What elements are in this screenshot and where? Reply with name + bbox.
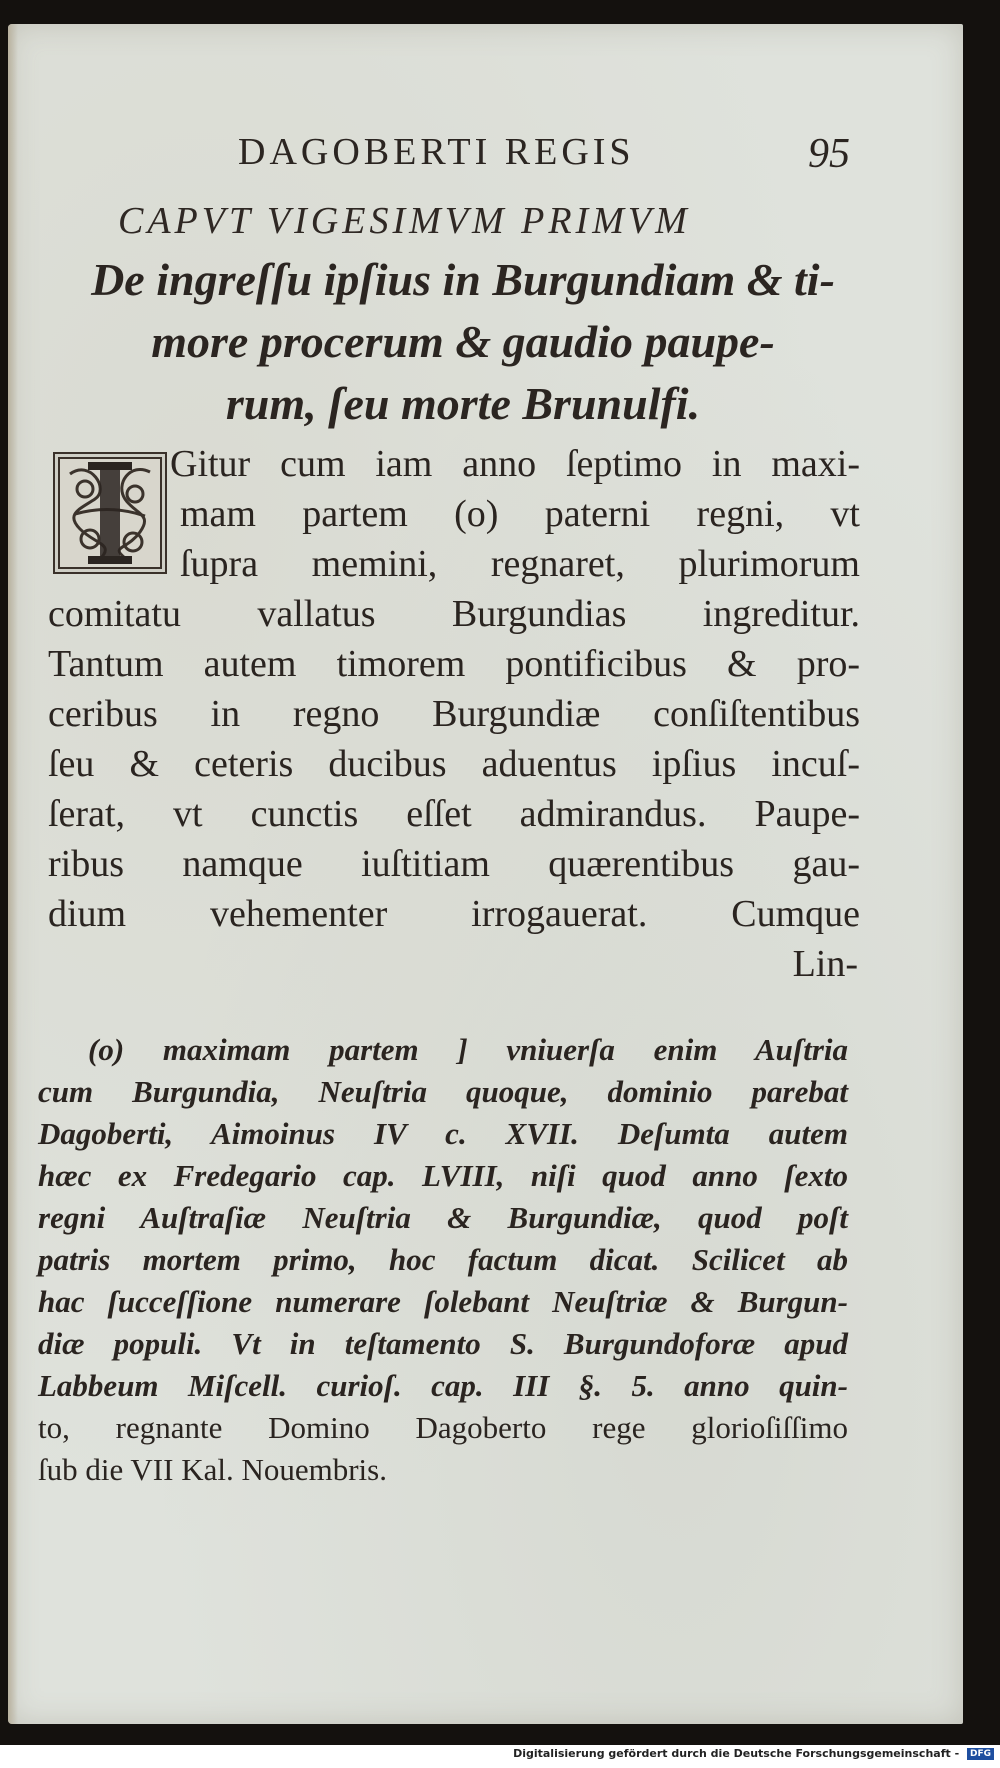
page-gutter [8, 24, 18, 1724]
chapter-subtitle-line: more procerum & gaudio paupe- [151, 316, 775, 367]
chapter-heading: CAPVT VIGESIMVM PRIMVM [118, 200, 691, 242]
footnote-line: patris mortem primo, hoc factum dicat. Scilicet ab [38, 1242, 848, 1277]
text-line: ſeu & ceteris ducibus aduentus ipſius incuſ- [48, 743, 860, 785]
dfg-logo: DFG [967, 1748, 994, 1760]
footnote-line: hæc ex Fredegario cap. LVIII, niſi quod anno ſexto [38, 1158, 848, 1193]
footnote-line: Labbeum Miſcell. curioſ. cap. III §. 5. anno quin- [38, 1368, 848, 1403]
book-page [8, 24, 963, 1724]
text-line: ribus namque iuſtitiam quærentibus gau- [48, 843, 860, 885]
page-number: 95 [808, 131, 850, 177]
chapter-subtitle-line: rum, ſeu morte Brunulfi. [225, 378, 701, 429]
text-line: dium vehementer irrogauerat. Cumque [48, 893, 860, 935]
text-line: Gitur cum iam anno ſeptimo in maxi- [170, 443, 860, 485]
chapter-subtitle [48, 249, 878, 435]
text-line: Tantum autem timorem pontificibus & pro- [48, 643, 860, 685]
text-line: mam partem (o) paterni regni, vt [180, 493, 860, 535]
text-line: ſerat, vt cunctis eſſet admirandus. Paupe- [48, 793, 860, 835]
footnote-line: diæ populi. Vt in teſtamento S. Burgundoforæ apud [38, 1326, 848, 1361]
chapter-subtitle-line: De ingreſſu ipſius in Burgundiam & ti- [91, 254, 835, 305]
credit-text: Digitalisierung gefördert durch die Deutsche Forschungsgemeinschaft - [513, 1747, 960, 1760]
text-line: ſupra memini, regnaret, plurimorum [180, 543, 860, 585]
digitization-credit [513, 1747, 994, 1760]
footnote-line: to, regnante Domino Dagoberto rege glorioſiſſimo [38, 1410, 848, 1445]
running-head [8, 112, 963, 177]
footnote-line: regni Auſtraſiæ Neuſtria & Burgundiæ, quod poſt [38, 1200, 848, 1235]
footnote-line: Dagoberti, Aimoinus IV c. XVII. Deſumta autem [38, 1116, 848, 1151]
footnote-line: cum Burgundia, Neuſtria quoque, dominio parebat [38, 1074, 848, 1109]
footnote-line: ſub die VII Kal. Nouembris. [38, 1452, 387, 1487]
text-line: comitatu vallatus Burgundias ingreditur. [48, 593, 860, 635]
footnote-line: hac ſucceſſione numerare ſolebant Neuſtriæ & Burgun- [38, 1284, 848, 1319]
ornamental-initial-i [53, 452, 167, 574]
text-line: ceribus in regno Burgundiæ conſiſtentibus [48, 693, 860, 735]
footnote-line: (o) maximam partem ] vniuerſa enim Auſtria [88, 1032, 848, 1067]
catchword: Lin- [792, 943, 858, 985]
running-title: DAGOBERTI REGIS [238, 131, 635, 173]
